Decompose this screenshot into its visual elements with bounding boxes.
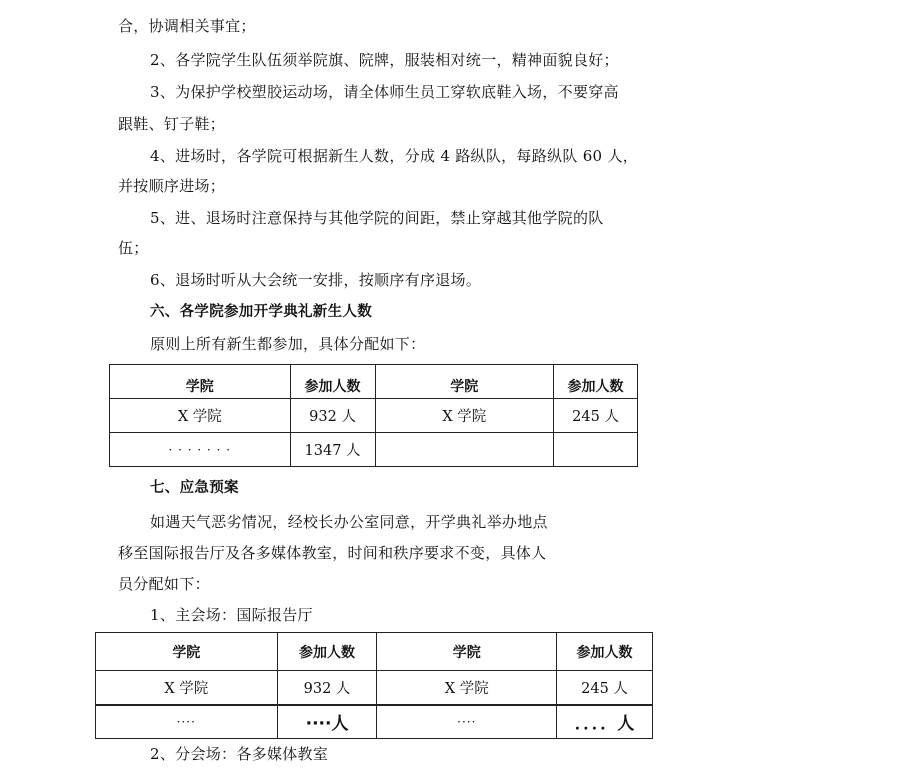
paragraph-line: 2、各学院学生队伍须举院旗、院牌，服装相对统一，精神面貌良好； (150, 51, 619, 69)
paragraph-line: 4、进场时，各学院可根据新生人数，分成 4 路纵队，每路纵队 60 人， (150, 147, 639, 165)
table-row (110, 433, 638, 467)
paragraph-line: 3、为保护学校塑胶运动场，请全体师生员工穿软底鞋入场，不要穿高 (150, 83, 619, 101)
table-cell: ···· (96, 705, 278, 739)
paragraph-line: 移至国际报告厅及各多媒体教室，时间和秩序要求不变，具体人 (118, 544, 547, 562)
column-header: 参加人数 (277, 633, 377, 671)
paragraph-line: 并按顺序进场； (118, 177, 226, 195)
paragraph-line: 员分配如下： (118, 575, 210, 593)
table-header-row (110, 365, 638, 399)
table-header-row (96, 633, 653, 671)
main-venue-table (95, 632, 653, 739)
table-row (96, 705, 653, 739)
column-header: 学院 (110, 365, 291, 399)
paragraph-line: 如遇天气恶劣情况，经校长办公室同意，开学典礼举办地点 (150, 513, 548, 531)
table-cell: X 学院 (375, 399, 554, 433)
table-cell: ····人 (277, 705, 377, 739)
paragraph-line: 伍； (118, 239, 149, 257)
table-cell: 245 人 (554, 399, 638, 433)
column-header: 学院 (375, 365, 554, 399)
column-header: 参加人数 (554, 365, 638, 399)
table-cell: ．．．．人 (557, 705, 653, 739)
column-header: 学院 (377, 633, 557, 671)
table-cell: X 学院 (377, 671, 557, 705)
paragraph-line: 合，协调相关事宜； (118, 17, 256, 35)
paragraph-line: 1、主会场：国际报告厅 (150, 606, 313, 624)
table-cell: X 学院 (110, 399, 291, 433)
table-row (96, 671, 653, 705)
paragraph-line: 5、进、退场时注意保持与其他学院的间距，禁止穿越其他学院的队 (150, 209, 604, 227)
table-cell: 932 人 (277, 671, 377, 705)
section-heading: 六、各学院参加开学典礼新生人数 (150, 304, 372, 320)
table-cell (375, 433, 554, 467)
paragraph-line: 原则上所有新生都参加，具体分配如下： (150, 335, 426, 353)
table-cell (554, 433, 638, 467)
table-cell: ···· (377, 705, 557, 739)
table-cell: 1347 人 (290, 433, 375, 467)
section-heading: 七、应急预案 (150, 480, 239, 496)
column-header: 学院 (96, 633, 278, 671)
paragraph-line: 2、分会场：各多媒体教室 (150, 745, 329, 763)
table-cell: · · · · · · · (110, 433, 291, 467)
column-header: 参加人数 (557, 633, 653, 671)
table-row (110, 399, 638, 433)
attendance-table (109, 364, 638, 467)
table-cell: 245 人 (557, 671, 653, 705)
table-cell: 932 人 (290, 399, 375, 433)
column-header: 参加人数 (290, 365, 375, 399)
paragraph-line: 6、退场时听从大会统一安排，按顺序有序退场。 (150, 271, 482, 289)
paragraph-line: 跟鞋、钉子鞋； (118, 115, 226, 133)
table-cell: X 学院 (96, 671, 278, 705)
